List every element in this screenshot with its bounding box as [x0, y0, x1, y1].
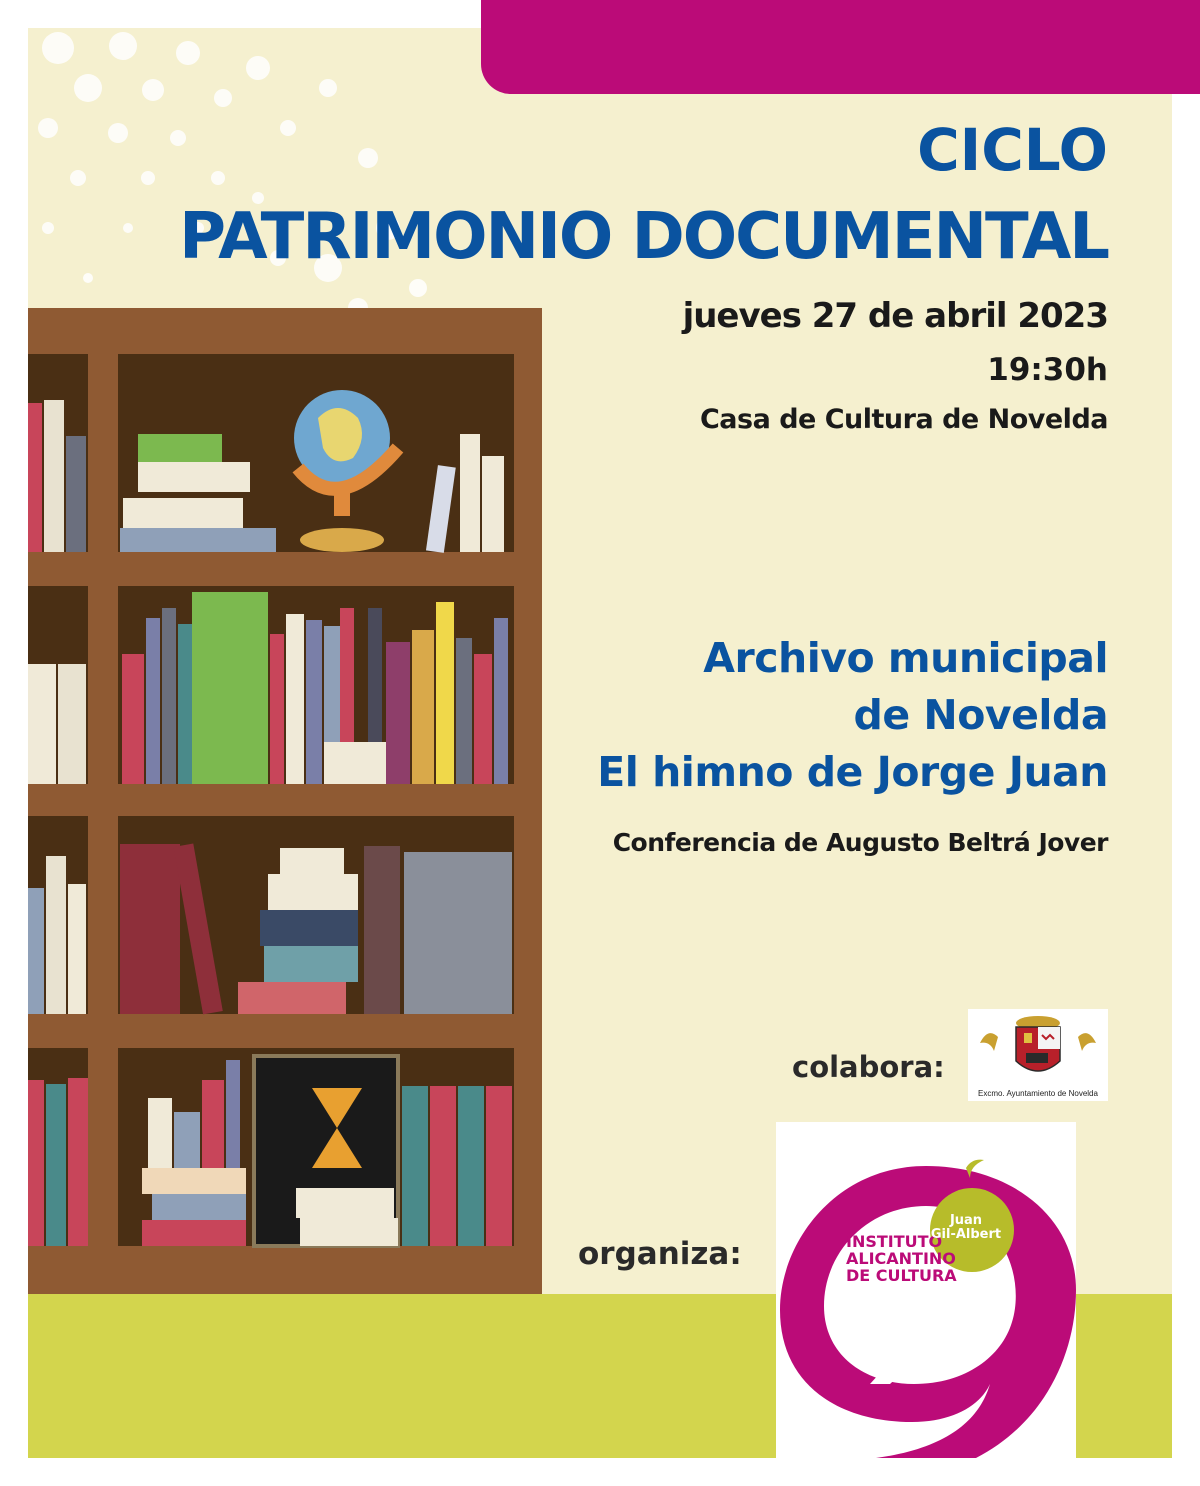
- jga-line1: Juan: [949, 1213, 983, 1228]
- ayuntamiento-logo: [968, 1009, 1108, 1101]
- instituto-line2: ALICANTINO: [846, 1249, 956, 1268]
- event-venue: Casa de Cultura de Novelda: [699, 404, 1108, 435]
- event-time: 19:30h: [987, 352, 1108, 388]
- event-date: jueves 27 de abril 2023: [682, 296, 1108, 336]
- cycle-subtitle: PATRIMONIO DOCUMENTAL: [179, 200, 1108, 274]
- conference-title-line1: Archivo municipal: [703, 634, 1108, 682]
- bookcase-illustration: [28, 308, 542, 1294]
- cycle-title: CICLO: [917, 116, 1108, 184]
- conference-title: [597, 630, 1108, 801]
- conference-title-line2: de Novelda: [853, 691, 1108, 739]
- decorative-dots: [28, 28, 468, 328]
- instituto-line3: DE CULTURA: [846, 1266, 957, 1285]
- colabora-label: colabora:: [792, 1050, 945, 1084]
- instituto-line1: INSTITUTO: [846, 1232, 943, 1251]
- instituto-alicantino-logo: [776, 1122, 1076, 1458]
- ayuntamiento-caption: Excmo. Ayuntamiento de Novelda: [978, 1089, 1098, 1098]
- conference-speaker: Conferencia de Augusto Beltrá Jover: [612, 828, 1108, 857]
- coat-of-arms-icon: [968, 1009, 1108, 1089]
- conference-title-line3: El himno de Jorge Juan: [597, 748, 1108, 796]
- organiza-label: organiza:: [578, 1236, 742, 1272]
- magenta-header-tab: [481, 0, 1200, 94]
- jga-line2: Gil-Albert: [930, 1227, 1002, 1242]
- juan-gil-albert-name: [930, 1214, 1002, 1242]
